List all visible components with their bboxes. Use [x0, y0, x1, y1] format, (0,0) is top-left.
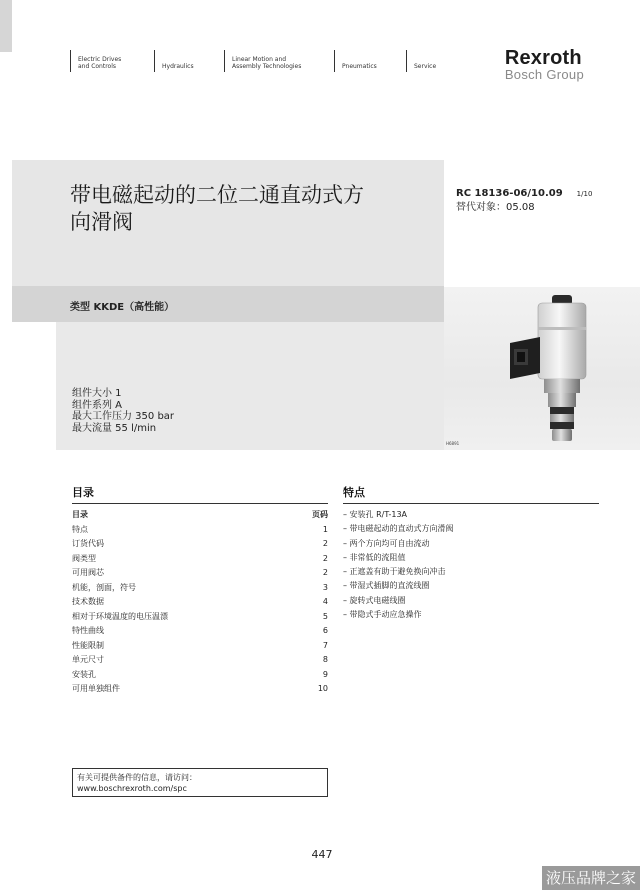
toc-row[interactable]: 可用单独组件 10 — [72, 684, 328, 693]
toc-row[interactable]: 可用阀芯 2 — [72, 568, 328, 577]
spec-pressure: 最大工作压力 350 bar — [72, 411, 175, 422]
nav-service[interactable]: Service — [406, 50, 466, 72]
list-item: – 安装孔 R/T-13A — [343, 508, 599, 522]
toc-row[interactable]: 性能限制 7 — [72, 640, 328, 650]
list-item: – 旋转式电磁线圈 — [343, 594, 599, 608]
spec-size: 组件大小 1 — [72, 388, 122, 399]
document-reference — [456, 187, 592, 214]
logo-sub: Bosch Group — [504, 67, 584, 82]
rexroth-logo — [505, 48, 584, 82]
toc-row[interactable]: 阀类型 2 — [72, 553, 328, 563]
list-item: – 两个方向均可自由流动 — [343, 537, 599, 551]
nav-linear-motion[interactable]: Linear Motion and Assembly Technologies — [224, 50, 334, 72]
features-heading: 特点 — [343, 484, 599, 504]
toc-row[interactable]: 相对于环境温度的电压温漂 5 — [72, 611, 328, 621]
toc-row[interactable]: 特点 1 — [72, 524, 328, 534]
toc-row[interactable]: 订货代码 2 — [72, 539, 328, 548]
table-of-contents — [72, 508, 328, 697]
toc-row[interactable]: 机能，剖面，符号 3 — [72, 582, 328, 592]
doc-replaces: 替代对象：05.08 — [456, 202, 535, 213]
list-item: – 正遮盖有助于避免换向冲击 — [343, 565, 599, 579]
spare-parts-link[interactable]: www.boschrexroth.com/spc — [77, 784, 187, 793]
features-list — [343, 508, 599, 622]
spare-parts-box — [72, 768, 328, 797]
watermark: 液压品牌之家 — [542, 866, 640, 890]
valve-photo — [444, 287, 640, 450]
nav-electric-drives[interactable]: Electric Drives and Controls — [70, 50, 154, 72]
valve-illustration — [444, 287, 640, 450]
toc-row[interactable]: 特性曲线 6 — [72, 626, 328, 635]
list-item: – 带电磁起动的直动式方向滑阀 — [343, 522, 599, 536]
toc-row[interactable]: 单元尺寸 8 — [72, 655, 328, 664]
spec-series: 组件系列 A — [72, 399, 123, 411]
toc-row[interactable]: 安装孔 9 — [72, 669, 328, 679]
nav-hydraulics[interactable]: Hydraulics — [154, 50, 224, 72]
spare-parts-text: 有关可提供备件的信息，请访问： — [77, 773, 197, 782]
toc-col-content: 目录 — [72, 510, 88, 519]
toc-row[interactable]: 技术数据 4 — [72, 597, 328, 606]
spec-flow: 最大流量 55 l/min — [72, 422, 157, 434]
toc-heading: 目录 — [72, 484, 328, 504]
document-title: 带电磁起动的二位二通直动式方向滑阀 — [70, 183, 364, 234]
toc-header-row — [72, 508, 328, 523]
type-band — [12, 286, 444, 322]
type-label: 类型 KKDE（高性能） — [70, 302, 175, 313]
spec-panel — [56, 322, 444, 450]
toc-col-page: 页码 — [312, 510, 328, 519]
top-navigation — [70, 50, 466, 72]
title-block — [12, 160, 444, 322]
list-item: – 带湿式插脚的直流线圈 — [343, 579, 599, 593]
nav-pneumatics[interactable]: Pneumatics — [334, 50, 406, 72]
doc-page: 1/10 — [576, 190, 593, 198]
list-item: – 非常低的流阻值 — [343, 551, 599, 565]
photo-code: H6891 — [446, 441, 460, 446]
corner-tab — [0, 0, 12, 52]
page-number: 447 — [311, 848, 333, 861]
spec-list — [72, 388, 174, 434]
logo-main: Rexroth — [504, 47, 582, 69]
list-item: – 带隐式手动应急操作 — [343, 608, 599, 622]
doc-number: RC 18136-06/10.09 — [456, 188, 563, 199]
